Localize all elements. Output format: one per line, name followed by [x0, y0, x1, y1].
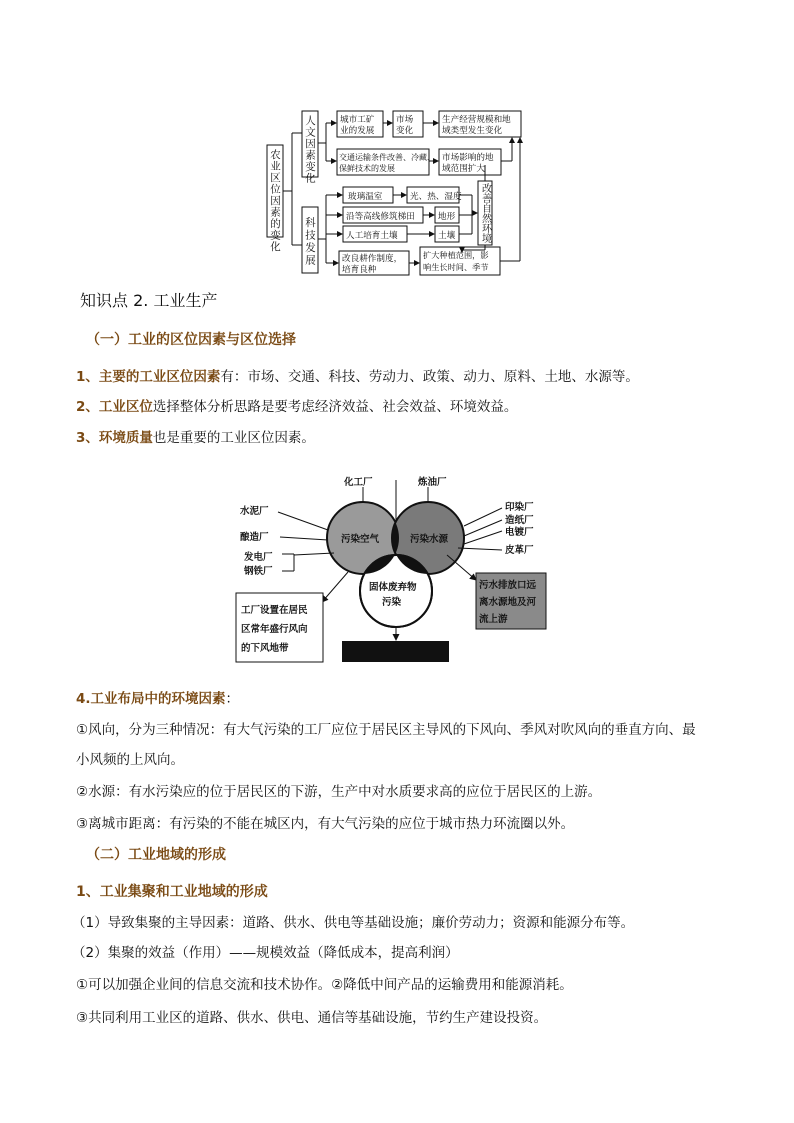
solid-waste-label-2: 污染 [382, 597, 402, 608]
tech-factor-label: 科技发展 [304, 217, 316, 267]
expand-label: 扩大种植范围，影 [423, 250, 489, 260]
section1-title: （一）工业的区位因素与区位选择 [86, 332, 296, 348]
wind-line-1: ①风向，分为三种情况：有大气污染的工厂应位于居民区主导风的下风向、季风对吹风向的垂直方向、最 [76, 722, 696, 738]
sewage-line-3: 流上游 [479, 614, 508, 625]
expand-label-2: 响生长时间、季节 [423, 262, 489, 272]
industry-pollution-venn [228, 468, 568, 666]
item2-lead: 工业区位 [98, 399, 153, 415]
sewage-line-1: 污水排放口远 [479, 580, 537, 591]
sewage-line-2: 离水源地及河 [479, 597, 537, 608]
sub1-title: 1、工业集聚和工业地域的形成 [76, 884, 268, 900]
terrace-label: 沿等高线修筑梯田 [346, 212, 415, 222]
transport-label: 交通运输条件改善、冷藏、 [339, 153, 435, 162]
printing-label: 印染厂 [505, 502, 534, 513]
market-range-label-2: 域范围扩大 [442, 164, 485, 174]
distance-line: ③离城市距离：有污染的不能在城区内，有大气污染的应位于城市热力环流圈以外。 [76, 816, 575, 832]
item4-lead: 4.工业布局中的环境因素 [76, 691, 226, 707]
scale-label: 生产经营规模和地 [442, 115, 511, 125]
water-line: ②水源：有水污染应的位于居民区的下游，生产中对水质要求高的应位于居民区的上游。 [76, 784, 602, 800]
industry-heading: 知识点 2. 工业生产 [80, 291, 218, 310]
transport-label-2: 保鲜技术的发展 [339, 164, 395, 173]
downwind-line-1: 工厂设置在居民 [241, 605, 308, 616]
point4: ③共同利用工业区的道路、供水、供电、通信等基础设施，节约生产建设投资。 [76, 1010, 548, 1026]
glass-label: 玻璃温室 [348, 192, 383, 202]
human-factor-label: 人文因素变化 [304, 115, 316, 184]
market-range-label: 市场影响的地 [442, 153, 494, 163]
market-label: 市场 [396, 115, 414, 125]
agri-location-flowchart [262, 103, 532, 277]
bottom-black-block [342, 641, 449, 662]
brewery-label: 酿造厂 [240, 532, 269, 543]
item3-text: 也是重要的工业区位因素。 [152, 430, 315, 446]
item2 [76, 398, 517, 416]
water-pollution-label: 污染水源 [410, 534, 449, 545]
item1 [76, 368, 639, 386]
root-label: 农业区位因素的变化 [269, 149, 281, 253]
farming-label: 改良耕作制度， [342, 254, 403, 264]
item2-num: 2、 [76, 399, 99, 415]
scale-label-2: 域类型发生变化 [442, 126, 503, 136]
downwind-line-2: 区常年盛行风向 [241, 624, 308, 635]
steel-plant-label: 钢铁厂 [244, 566, 273, 577]
farming-label-2: 培育良种 [342, 265, 377, 275]
soil-art-label: 人工培育土壤 [346, 231, 398, 241]
air-pollution-label: 污染空气 [341, 534, 380, 545]
landform-label: 地形 [438, 212, 456, 222]
item1-lead: 1、主要的工业区位因素 [76, 369, 221, 385]
item4 [76, 690, 239, 708]
item4-colon: ： [225, 691, 240, 707]
point1: （1）导致集聚的主导因素：道路、供水、供电等基础设施；廉价劳动力；资源和能源分布等。 [72, 915, 635, 931]
chem-plant-label: 化工厂 [344, 477, 373, 488]
light-label: 光、热、湿度 [410, 192, 462, 202]
cement-label: 水泥厂 [240, 506, 269, 517]
power-plant-label: 发电厂 [244, 552, 273, 563]
leather-label: 皮革厂 [505, 545, 534, 556]
city-industry-label: 城市工矿 [340, 115, 375, 125]
item3 [76, 429, 315, 447]
item1-text: 有：市场、交通、科技、劳动力、政策、动力、原料、土地、水源等。 [220, 369, 639, 385]
plating-label: 电镀厂 [505, 527, 534, 538]
point2: （2）集聚的效益（作用）——规模效益（降低成本，提高利润） [72, 945, 459, 961]
item2-text: 选择整体分析思路是要考虑经济效益、社会效益、环境效益。 [152, 399, 518, 415]
item3-lead: 3、环境质量 [76, 430, 153, 446]
downwind-line-3: 的下风地带 [241, 643, 289, 654]
section2-title: （二）工业地域的形成 [86, 847, 226, 863]
market-label-2: 变化 [396, 126, 414, 136]
refinery-label: 炼油厂 [418, 477, 447, 488]
paper-label: 造纸厂 [505, 515, 534, 526]
city-industry-label-2: 业的发展 [340, 126, 375, 136]
soil-label: 土壤 [438, 231, 456, 241]
point3: ①可以加强企业间的信息交流和技术协作。②降低中间产品的运输费用和能源消耗。 [76, 977, 573, 993]
wind-line-2: 小风频的上风向。 [76, 752, 184, 768]
solid-waste-label: 固体废弃物 [369, 582, 417, 593]
improve-env-label: 改善自然环境 [479, 183, 491, 243]
